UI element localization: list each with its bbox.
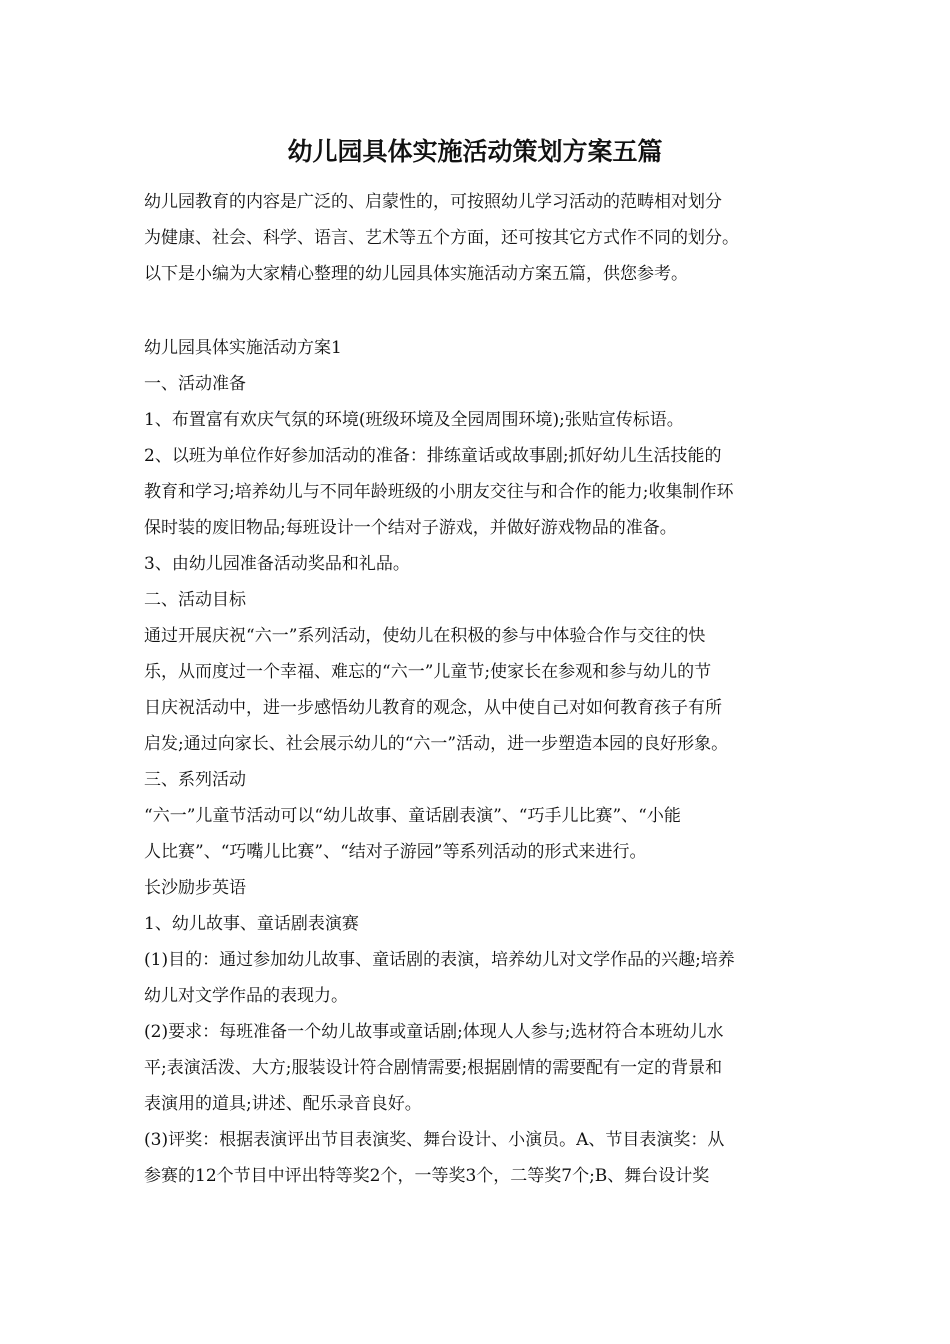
body-line: 日庆祝活动中，进一步感悟幼儿教育的观念，从中使自己对如何教育孩子有所	[144, 698, 722, 718]
body-line: 表演用的道具;讲述、配乐录音良好。	[144, 1094, 422, 1114]
body-line: 2、以班为单位作好参加活动的准备：排练童话或故事剧;抓好幼儿生活技能的	[144, 446, 722, 466]
body-line: 平;表演活泼、大方;服装设计符合剧情需要;根据剧情的需要配有一定的背景和	[144, 1058, 723, 1078]
subsection-heading: 二、活动目标	[144, 590, 246, 610]
intro-line: 为健康、社会、科学、语言、艺术等五个方面，还可按其它方式作不同的划分。	[144, 228, 739, 248]
intro-line: 以下是小编为大家精心整理的幼儿园具体实施活动方案五篇，供您参考。	[144, 264, 688, 284]
intro-line: 幼儿园教育的内容是广泛的、启蒙性的，可按照幼儿学习活动的范畴相对划分	[144, 192, 722, 212]
body-line: 长沙励步英语	[144, 878, 246, 898]
subsection-heading: 一、活动准备	[144, 374, 246, 394]
body-line: 保时装的废旧物品;每班设计一个结对子游戏，并做好游戏物品的准备。	[144, 518, 677, 538]
body-line: 3、由幼儿园准备活动奖品和礼品。	[144, 554, 410, 574]
body-line: 通过开展庆祝“六一”系列活动，使幼儿在积极的参与中体验合作与交往的快	[144, 626, 706, 646]
body-line: 参赛的12个节目中评出特等奖2个，一等奖3个，二等奖7个;B、舞台设计奖	[144, 1166, 710, 1186]
section-heading: 幼儿园具体实施活动方案1	[144, 338, 342, 358]
body-line: (3)评奖：根据表演评出节目表演奖、舞台设计、小演员。A、节目表演奖：从	[144, 1130, 725, 1150]
body-line: 教育和学习;培养幼儿与不同年龄班级的小朋友交往与和合作的能力;收集制作环	[144, 482, 734, 502]
body-line: 乐，从而度过一个幸福、难忘的“六一”儿童节;使家长在参观和参与幼儿的节	[144, 662, 712, 682]
body-line: 幼儿对文学作品的表现力。	[144, 986, 348, 1006]
body-line: 启发;通过向家长、社会展示幼儿的“六一”活动，进一步塑造本园的良好形象。	[144, 734, 729, 754]
body-line: (1)目的：通过参加幼儿故事、童话剧的表演，培养幼儿对文学作品的兴趣;培养	[144, 950, 735, 970]
body-line: 1、幼儿故事、童话剧表演赛	[144, 914, 359, 934]
document-body	[144, 184, 808, 1194]
subsection-heading: 三、系列活动	[144, 770, 246, 790]
body-line: “六一”儿童节活动可以“幼儿故事、童话剧表演”、“巧手儿比赛”、“小能	[144, 806, 681, 826]
body-line: 人比赛”、“巧嘴儿比赛”、“结对子游园”等系列活动的形式来进行。	[144, 842, 647, 862]
document-title: 幼儿园具体实施活动策划方案五篇	[287, 137, 663, 166]
body-line: (2)要求：每班准备一个幼儿故事或童话剧;体现人人参与;选材符合本班幼儿水	[144, 1022, 724, 1042]
body-line: 1、布置富有欢庆气氛的环境(班级环境及全园周围环境);张贴宣传标语。	[144, 410, 684, 430]
paragraph-gap	[144, 292, 808, 330]
